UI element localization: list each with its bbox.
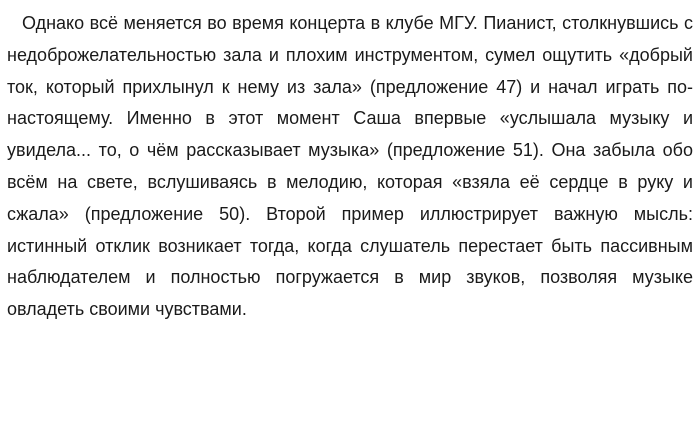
essay-paragraph: Однако всё меняется во время концерта в клубе МГУ. Пианист, столкнувшись с недоброжелательностью зала и плохим инструментом, сумел ощутить «добрый ток, который прихлынул к нему из зала» (предложение 47) и начал играть по-настоящему. Именно в этот момент Саша впервые «услышала музыку и увидела... то, о чём рассказывает музыка» (предложение 51). Она забыла обо всём на свете, вслушиваясь в мелодию, которая «взяла её сердце в руку и сжала» (предложение 50). Второй пример иллюстрирует важную мысль: истинный отклик возникает тогда, когда слушатель перестает быть пассивным наблюдателем и полностью погружается в мир звуков, позволяя музыке овладеть своими чувствами. — [7, 13, 693, 320]
